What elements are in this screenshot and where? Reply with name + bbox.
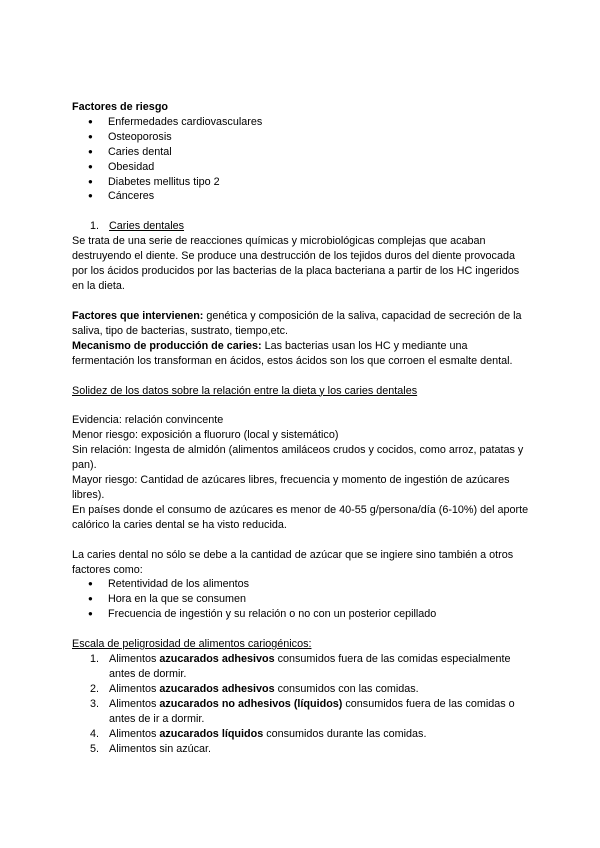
item-bold-text: azucarados adhesivos	[159, 653, 275, 666]
risk-factors-list	[72, 115, 532, 204]
evidence-line: En países donde el consumo de azúcares es menor de 40-55 g/persona/día (6-10%) del aporte calórico la caries dental se ha visto reducida.	[72, 503, 529, 531]
other-factors-intro: La caries dental no sólo se debe a la cantidad de azúcar que se ingiere sino también a otros factores como:	[72, 548, 514, 576]
list-item	[72, 652, 532, 682]
scale-heading: Escala de peligrosidad de alimentos cariogénicos:	[72, 638, 312, 651]
item-text: consumidos con las comidas.	[274, 682, 419, 695]
caries-section-heading	[72, 219, 532, 234]
evidence-line: Mayor riesgo: Cantidad de azúcares libres, frecuencia y momento de ingestión de azúcares libres).	[72, 474, 510, 501]
factors-paragraph	[72, 309, 532, 339]
list-item: ● Diabetes mellitus tipo 2	[72, 175, 532, 190]
item-text: consumidos fuera de las comidas o antes de ir a dormir.	[109, 697, 515, 725]
item-text: consumidos fuera de las comidas especialmente antes de dormir.	[109, 653, 511, 680]
item-number: 4.	[90, 727, 100, 740]
item-number: 2.	[90, 682, 100, 695]
list-item: ● Caries dental	[72, 145, 532, 160]
item-text: Alimentos	[109, 727, 160, 740]
list-item: ● Enfermedades cardiovasculares	[72, 115, 532, 130]
list-item: ● Retentividad de los alimentos	[72, 577, 532, 592]
item-text: Alimentos sin azúcar.	[109, 742, 212, 755]
item-bold-text: azucarados líquidos	[159, 727, 264, 740]
section-number: 1.	[90, 220, 100, 233]
item-text: Alimentos	[109, 682, 160, 695]
list-item	[72, 742, 532, 757]
other-factors-list	[72, 577, 532, 622]
item-number: 5.	[90, 742, 100, 755]
item-text: Alimentos	[109, 697, 160, 710]
evidence-line: Evidencia: relación convincente	[72, 414, 224, 427]
item-text: consumidos durante las comidas.	[263, 727, 427, 740]
list-item: ● Cánceres	[72, 189, 532, 204]
evidence-heading: Solidez de los datos sobre la relación entre la dieta y los caries dentales	[72, 384, 418, 397]
section-title: Caries dentales	[109, 220, 185, 233]
item-text: Alimentos	[109, 653, 160, 666]
risk-factors-heading: Factores de riesgo	[72, 101, 169, 113]
section-heading-list	[72, 219, 532, 234]
mechanism-paragraph	[72, 339, 532, 369]
caries-description: Se trata de una serie de reacciones químicas y microbiológicas complejas que acaban destruyendo el diente. Se produce una destrucción de los tejidos duros del diente provocada por los ácidos producidos por las bacterias de la placa bacteriana a partir de los HC ingeridos en la dieta.	[72, 235, 520, 292]
list-item	[72, 697, 532, 727]
list-item	[72, 727, 532, 742]
list-item: ● Frecuencia de ingestión y su relación o no con un posterior cepillado	[72, 607, 532, 622]
mechanism-label: Mecanismo de producción de caries:	[72, 339, 262, 352]
item-bold-text: azucarados adhesivos	[159, 682, 275, 695]
list-item: ● Osteoporosis	[72, 130, 532, 145]
list-item: ● Obesidad	[72, 160, 532, 175]
factors-text: genética y composición de la saliva, capacidad de secreción de la saliva, tipo de bacterias, sustrato, tiempo,etc.	[72, 309, 522, 337]
item-bold-text: azucarados no adhesivos (líquidos)	[159, 697, 343, 710]
item-number: 1.	[90, 653, 100, 666]
scale-list	[72, 652, 532, 756]
item-number: 3.	[90, 697, 100, 710]
document-body	[72, 100, 532, 756]
list-item: ● Hora en la que se consumen	[72, 592, 532, 607]
mechanism-text: Las bacterias usan los HC y mediante una fermentación los transforman en ácidos, estos ácidos son los que corroen el esmalte dental.	[72, 339, 513, 367]
factors-label: Factores que intervienen:	[72, 309, 204, 322]
evidence-line: Menor riesgo: exposición a fluoruro (local y sistemático)	[72, 429, 339, 442]
evidence-line: Sin relación: Ingesta de almidón (alimentos amiláceos crudos y cocidos, como arroz, patatas y pan).	[72, 444, 524, 472]
list-item	[72, 682, 532, 697]
